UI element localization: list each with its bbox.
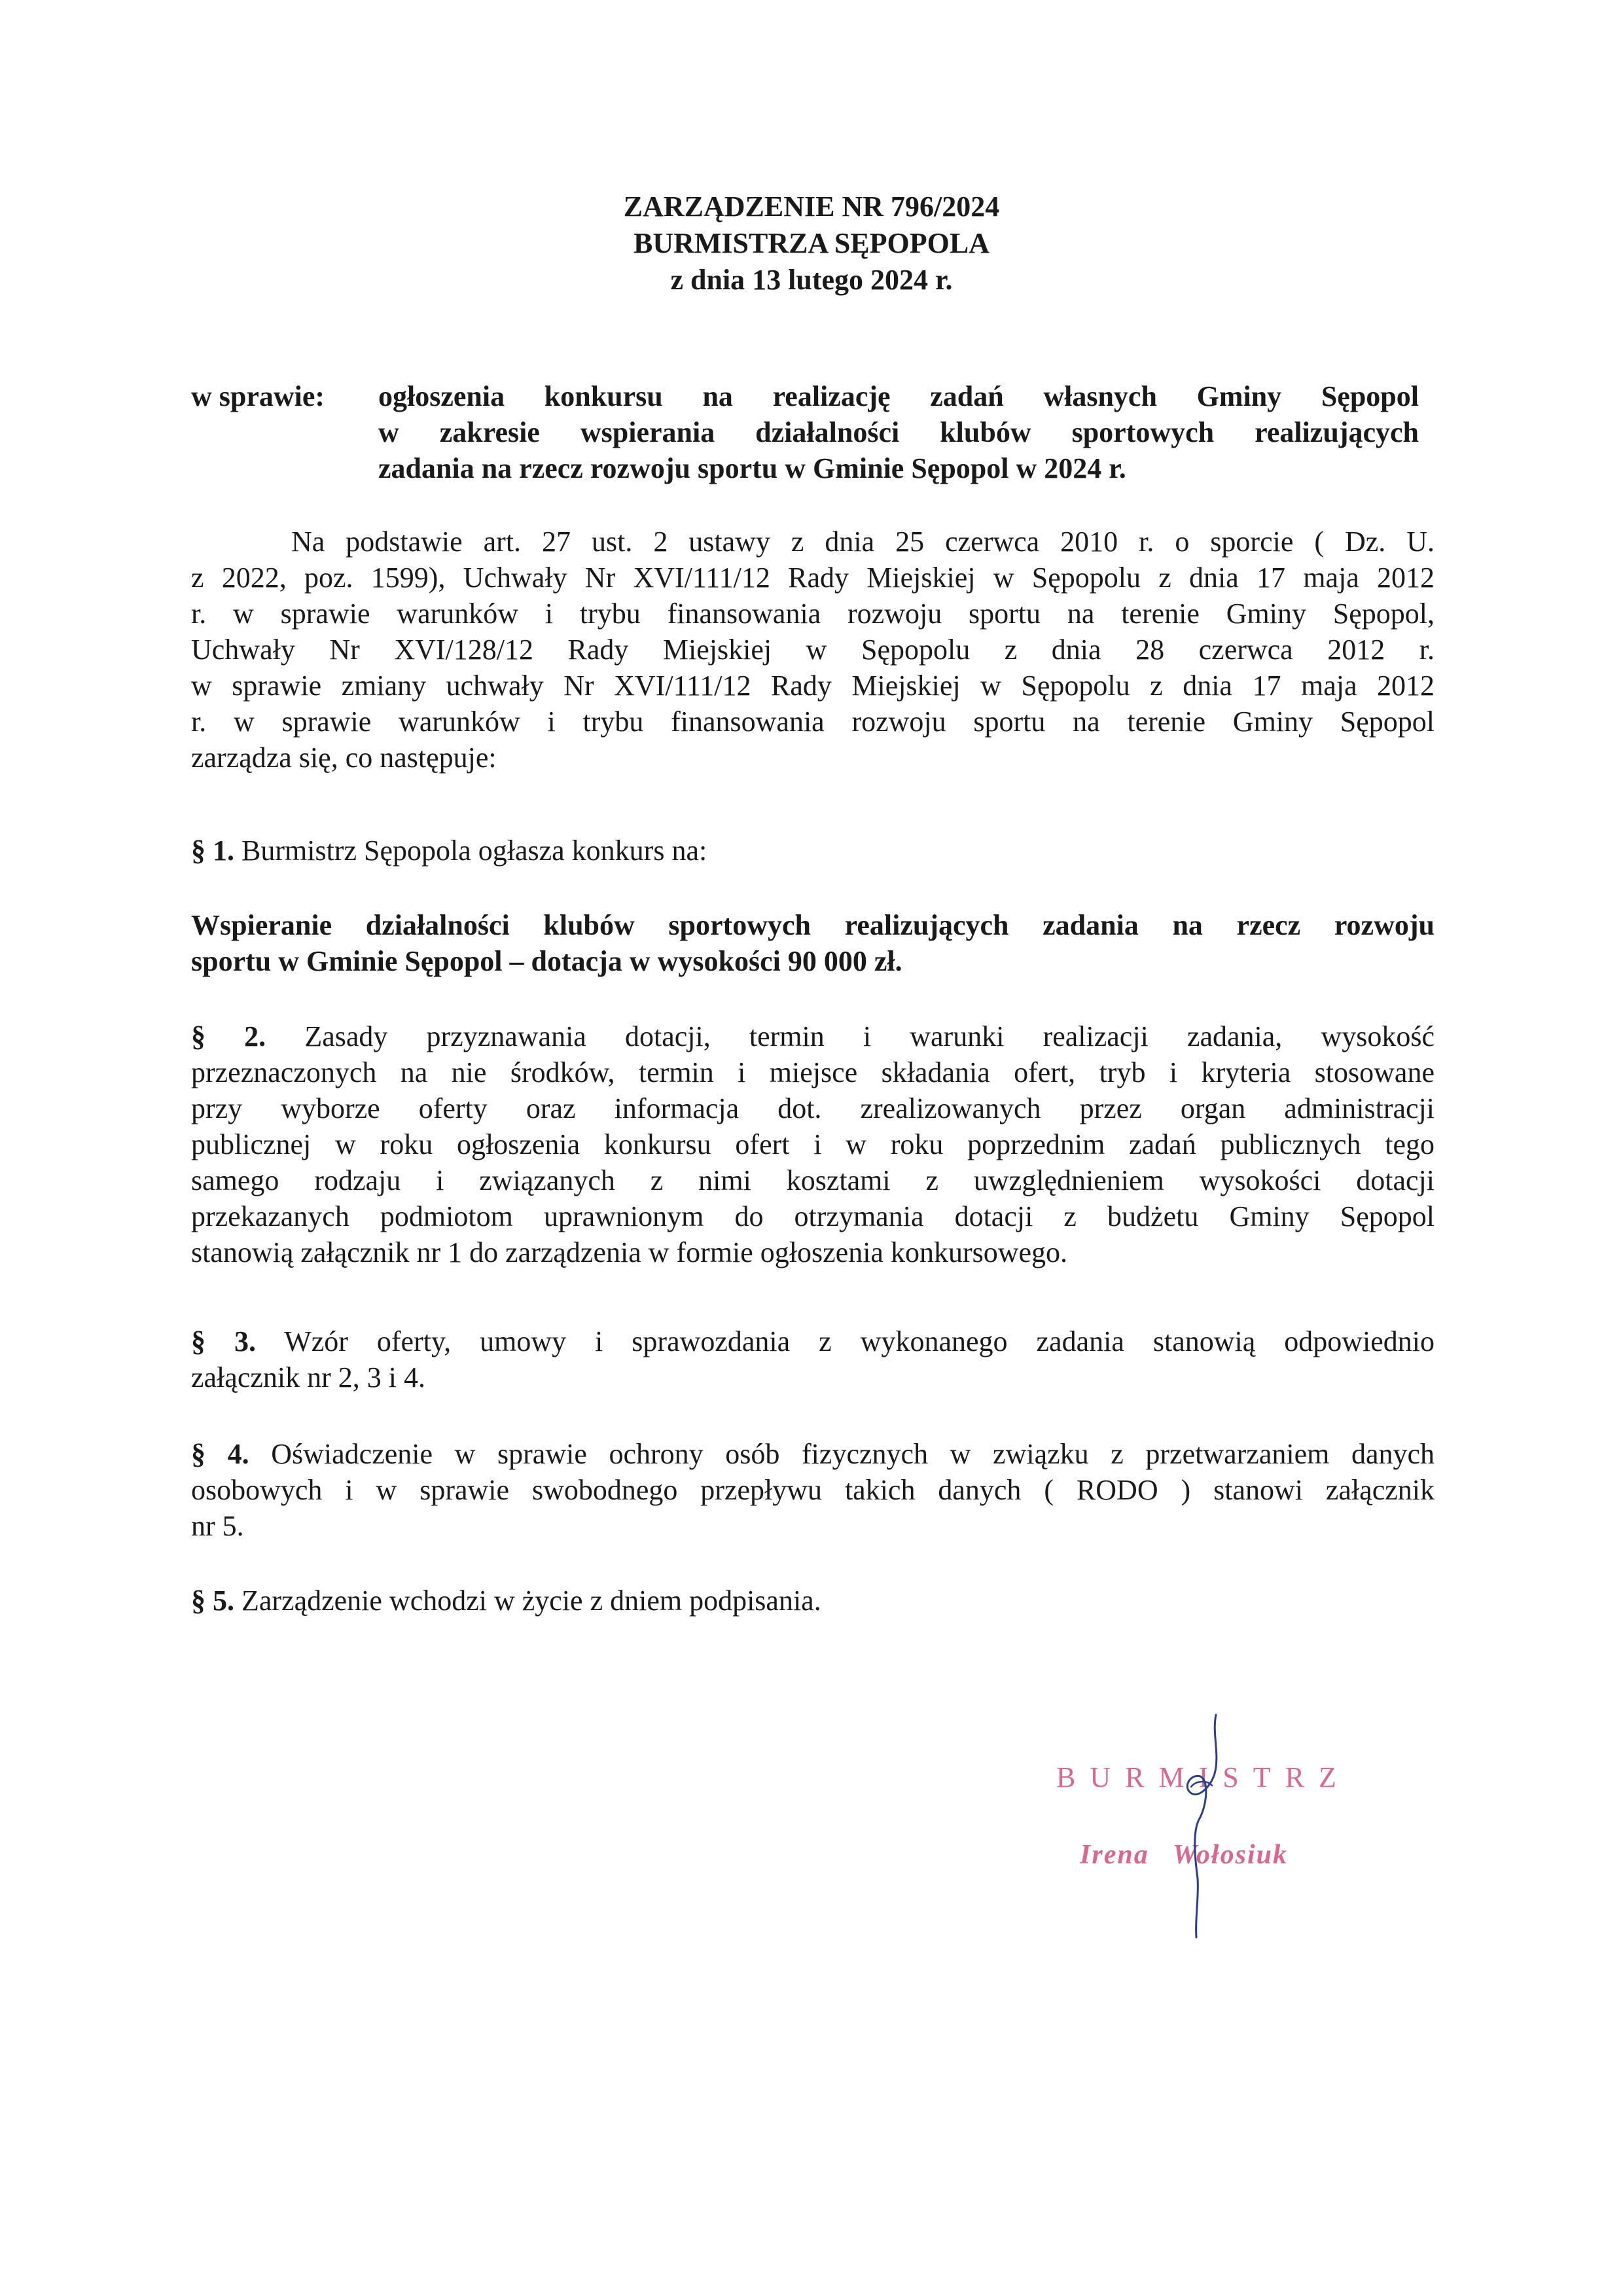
section-1-highlight xyxy=(191,907,1435,979)
preamble-line: Uchwały Nr XVI/128/12 Rady Miejskiej w Sępopolu z dnia 28 czerwca 2012 r. xyxy=(191,634,1435,666)
section-2-line: przekazanych podmiotom uprawnionym do otrzymania dotacji z budżetu Gminy Sępopol xyxy=(191,1200,1435,1232)
section-5-line xyxy=(191,1583,1435,1619)
section-3-line: załącznik nr 2, 3 i 4. xyxy=(191,1361,425,1393)
section-2-line xyxy=(191,1018,1435,1054)
section-1-line xyxy=(191,833,1435,869)
subject-label: w sprawie: xyxy=(191,380,325,412)
section-4 xyxy=(191,1436,1435,1544)
section-1 xyxy=(191,833,1435,869)
issuing-authority: BURMISTRZA SĘPOPOLA xyxy=(633,227,990,259)
section-4-line xyxy=(191,1436,1435,1472)
document-header xyxy=(0,188,1623,298)
section-3-text: Wzór oferty, umowy i sprawozdania z wykonanego zadania stanowią odpowiednio xyxy=(284,1325,1435,1357)
subject-line: ogłoszenia konkursu na realizację zadań własnych Gminy Sępopol xyxy=(378,380,1419,412)
section-2-line: publicznej w roku ogłoszenia konkursu ofert i w roku poprzednim zadań publicznych tego xyxy=(191,1128,1435,1160)
preamble-line: Na podstawie art. 27 ust. 2 ustawy z dnia 25 czerwca 2010 r. o sporcie ( Dz. U. xyxy=(291,526,1435,558)
preamble-line: r. w sprawie warunków i trybu finansowania rozwoju sportu na terenie Gminy Sępopol, xyxy=(191,598,1435,630)
section-1-marker: § 1. xyxy=(191,834,234,867)
section-4-line: osobowych i w sprawie swobodnego przepływu takich danych ( RODO ) stanowi załącznik xyxy=(191,1474,1435,1506)
section-3-marker: § 3. xyxy=(191,1325,256,1357)
stamp-first-name: Irena xyxy=(1080,1840,1149,1870)
section-2-text: Zasady przyznawania dotacji, termin i warunki realizacji zadania, wysokość xyxy=(304,1020,1435,1052)
highlight-line: sportu w Gminie Sępopol – dotacja w wysokości 90 000 zł. xyxy=(191,945,902,977)
mayor-stamp xyxy=(1047,1741,1387,1911)
section-3 xyxy=(191,1323,1435,1395)
section-3-line xyxy=(191,1323,1435,1359)
highlight-line: Wspieranie działalności klubów sportowych realizujących zadania na rzecz rozwoju xyxy=(191,909,1435,941)
section-2-line: stanowią załącznik nr 1 do zarządzenia w formie ogłoszenia konkursowego. xyxy=(191,1236,1068,1268)
section-5-text: Zarządzenie wchodzi w życie z dniem podpisania. xyxy=(241,1585,821,1617)
section-1-text: Burmistrz Sępopola ogłasza konkurs na: xyxy=(241,834,707,867)
handwritten-signature xyxy=(1152,1708,1243,1944)
subject-line: w zakresie wspierania działalności klubów sportowych realizujących xyxy=(378,416,1419,448)
section-2-line: przy wyborze oferty oraz informacja dot. zrealizowanych przez organ administracji xyxy=(191,1092,1435,1124)
ordinance-date: z dnia 13 lutego 2024 r. xyxy=(670,264,953,296)
preamble-line: w sprawie zmiany uchwały Nr XVI/111/12 Rady Miejskiej w Sępopolu z dnia 17 maja 2012 xyxy=(191,670,1435,702)
section-2-line: przeznaczonych na nie środków, termin i miejsce składania ofert, tryb i kryteria stosowane xyxy=(191,1056,1435,1088)
section-2 xyxy=(191,1018,1435,1270)
section-5-marker: § 5. xyxy=(191,1585,234,1617)
stamp-title: BURMISTRZ xyxy=(1056,1761,1351,1793)
section-4-line: nr 5. xyxy=(191,1510,244,1542)
preamble-line: r. w sprawie warunków i trybu finansowania rozwoju sportu na terenie Gminy Sępopol xyxy=(191,706,1435,738)
preamble xyxy=(191,524,1435,776)
preamble-line: z 2022, poz. 1599), Uchwały Nr XVI/111/12 Rady Miejskiej w Sępopolu z dnia 17 maja 2012 xyxy=(191,562,1435,594)
ordinance-number: ZARZĄDZENIE NR 796/2024 xyxy=(623,190,1000,223)
subject-line: zadania na rzecz rozwoju sportu w Gminie Sępopol w 2024 r. xyxy=(378,452,1126,484)
section-2-line: samego rodzaju i związanych z nimi kosztami z uwzględnieniem wysokości dotacji xyxy=(191,1164,1435,1196)
section-4-marker: § 4. xyxy=(191,1438,249,1470)
section-4-text: Oświadczenie w sprawie ochrony osób fizycznych w związku z przetwarzaniem danych xyxy=(271,1438,1435,1470)
subject-text xyxy=(378,378,1419,487)
section-5 xyxy=(191,1583,1435,1619)
preamble-line: zarządza się, co następuje: xyxy=(191,742,497,774)
stamp-last-name: Wołosiuk xyxy=(1172,1840,1288,1870)
section-2-marker: § 2. xyxy=(191,1020,266,1052)
